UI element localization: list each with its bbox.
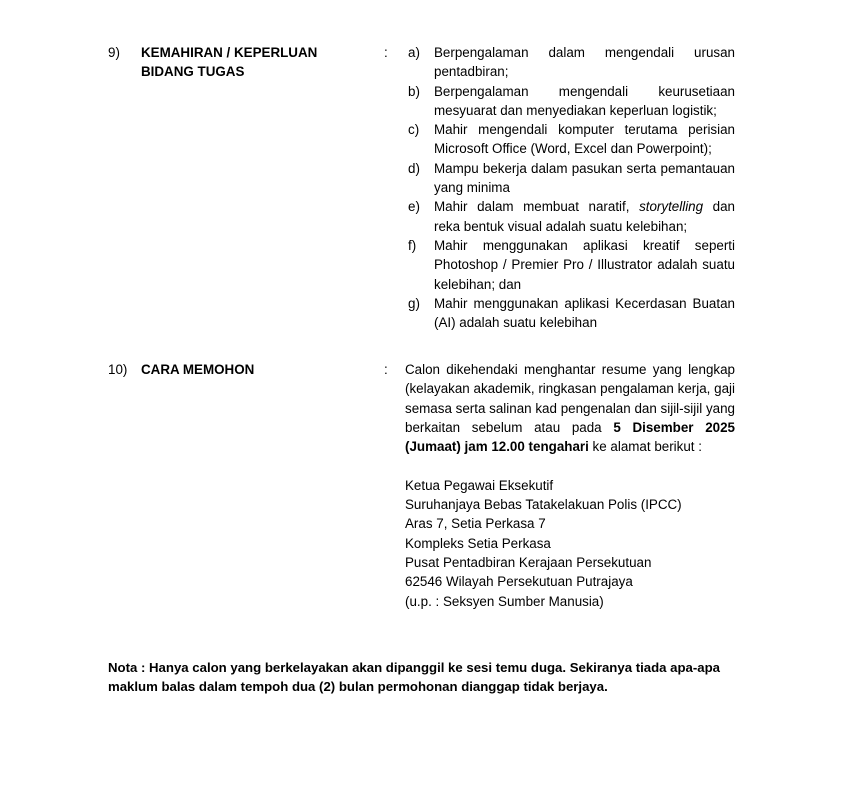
list-item-text: Mahir mengendali komputer terutama perisian Microsoft Office (Word, Excel dan Powerpoint); — [434, 122, 735, 157]
address-line: 62546 Wilayah Persekutuan Putrajaya — [405, 574, 633, 590]
list-item-letter: e) — [408, 199, 420, 215]
list-item — [405, 82, 735, 121]
separator-colon: : — [384, 45, 388, 60]
section-number: 10) — [108, 362, 128, 377]
list-item — [405, 43, 735, 82]
list-item — [405, 294, 735, 333]
application-instructions — [405, 360, 735, 611]
address-line: Kompleks Setia Perkasa — [405, 535, 551, 551]
deadline-text: 5 Disember 2025 (Jumaat) jam 12.00 tengahari — [405, 419, 735, 455]
list-item-letter: c) — [408, 122, 420, 138]
text-segment: dan reka bentuk visual adalah suatu kelebihan; — [434, 199, 736, 234]
address-line: Suruhanjaya Bebas Tatakelakuan Polis (IPCC) — [405, 497, 682, 513]
list-item — [405, 159, 735, 198]
text-segment: Mahir dalam membuat naratif, — [434, 199, 640, 215]
list-item-text: Berpengalaman mengendali keurusetiaan mesyuarat dan menyediakan keperluan logistik; — [434, 83, 735, 118]
section-number: 9) — [108, 45, 120, 60]
mailing-address — [405, 476, 735, 611]
list-item-letter: d) — [408, 160, 420, 176]
address-line: (u.p. : Seksyen Sumber Manusia) — [405, 593, 604, 609]
italic-term: storytelling — [639, 199, 704, 215]
instruction-paragraph — [405, 360, 735, 456]
address-line: Pusat Pentadbiran Kerajaan Persekutuan — [405, 554, 652, 570]
list-item-text: Berpengalaman dalam mengendali urusan pentadbiran; — [434, 45, 735, 80]
list-item-text: Mampu bekerja dalam pasukan serta pemantauan yang minima — [434, 160, 735, 196]
separator-colon: : — [384, 362, 388, 377]
list-item — [405, 120, 735, 159]
list-item — [405, 197, 735, 236]
note-paragraph: Nota : Hanya calon yang berkelayakan akan dipanggil ke sesi temu duga. Sekiranya tiada apa-apa maklum balas dalam tempoh dua (2) bulan permohonan dianggap tidak berjaya. — [108, 660, 720, 695]
section-heading: CARA MEMOHON — [141, 362, 255, 377]
list-item-text — [434, 197, 735, 236]
list-item-text: Mahir menggunakan aplikasi Kecerdasan Buatan (AI) adalah suatu kelebihan — [434, 295, 735, 331]
list-item — [405, 236, 735, 294]
text-segment: ke alamat berikut : — [588, 439, 702, 455]
skills-list — [405, 43, 735, 332]
list-item-letter: b) — [408, 83, 420, 99]
section-heading: KEMAHIRAN / KEPERLUAN BIDANG TUGAS — [141, 45, 318, 80]
address-line: Ketua Pegawai Eksekutif — [405, 477, 554, 493]
list-item-text: Mahir menggunakan aplikasi kreatif seperti Photoshop / Premier Pro / Illustrator adalah suatu kelebihan; dan — [434, 237, 735, 292]
list-item-letter: a) — [408, 45, 420, 60]
list-item-letter: g) — [408, 295, 420, 311]
address-line: Aras 7, Setia Perkasa 7 — [405, 516, 546, 532]
text-segment: Calon dikehendaki menghantar resume yang lengkap (kelayakan akademik, ringkasan pengalaman kerja, gaji semasa serta salinan kad pengenalan dan sijil-sijil yang berkaitan sebelum atau pada — [405, 362, 735, 435]
list-item-letter: f) — [408, 237, 417, 253]
